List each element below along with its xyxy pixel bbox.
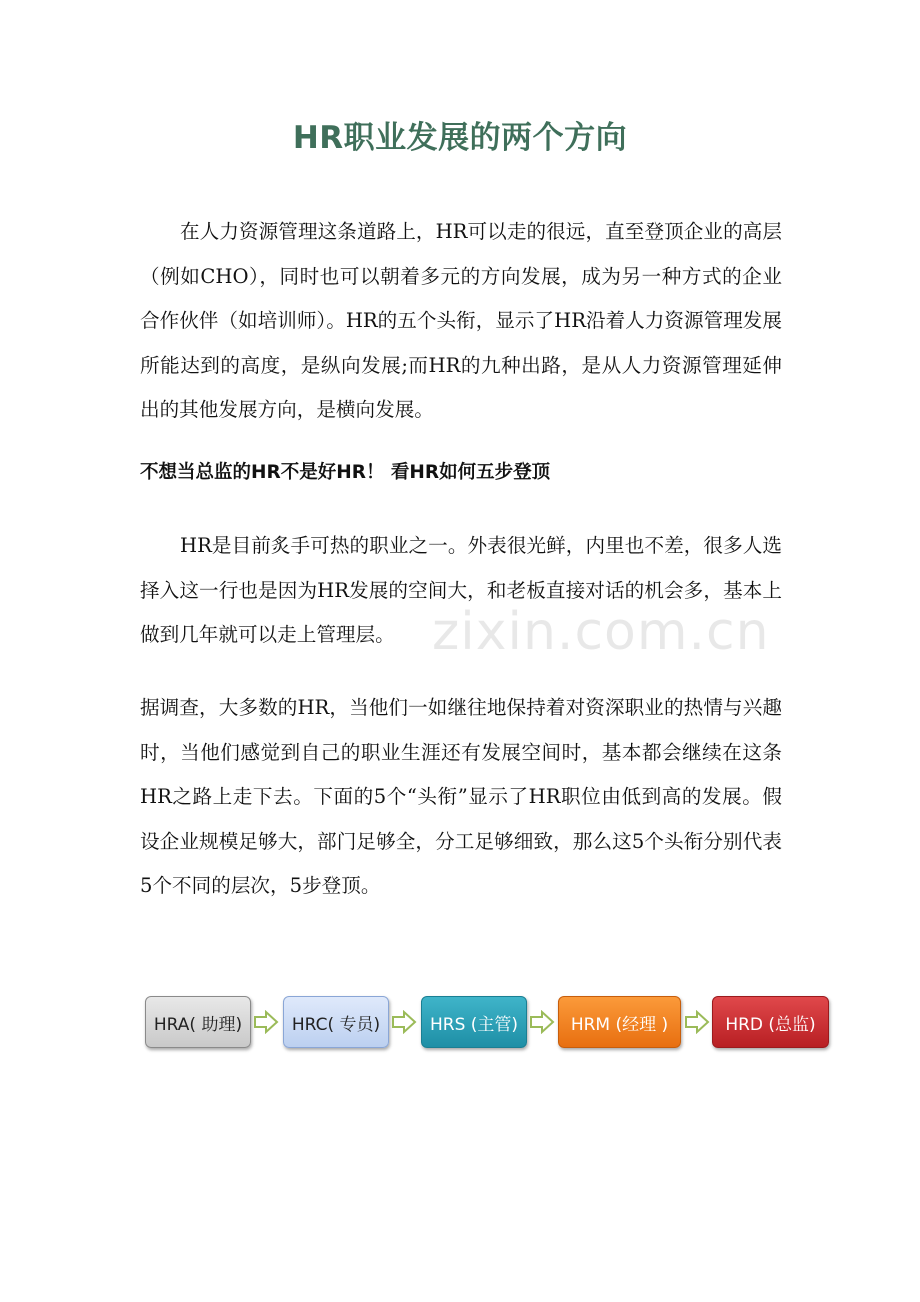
right-arrow-icon [529,1010,555,1034]
step-hrm-box: HRM (经理 ) [558,996,681,1048]
right-arrow-icon [253,1010,279,1034]
step-hrs-box: HRS (主管) [421,996,527,1048]
step-hra-box: HRA( 助理) [145,996,251,1048]
step-hrc-box: HRC( 专员) [283,996,389,1048]
intro-paragraph: 在人力资源管理这条道路上，HR可以走的很远，直至登顶企业的高层（例如CHO），同时也可以朝着多元的方向发展，成为另一种方式的企业合作伙伴（如培训师）。HR的五个头衔，显示了HR沿着人力资源管理发展所能达到的高度，是纵向发展;而HR的九种出路，是从人力资源管理延伸出的其他发展方向，是横向发展。 [140,220,782,421]
section-heading: 不想当总监的HR不是好HR！ 看HR如何五步登顶 [140,462,551,483]
body-paragraph-2: HR是目前炙手可热的职业之一。外表很光鲜，内里也不差，很多人选择入这一行也是因为HR发展的空间大，和老板直接对话的机会多，基本上做到几年就可以走上管理层。 [140,534,782,646]
step-hrd-box: HRD (总监) [712,996,829,1048]
body-paragraph-3: 据调查，大多数的HR，当他们一如继往地保持着对资深职业的热情与兴趣时，当他们感觉到自己的职业生涯还有发展空间时，基本都会继续在这条HR之路上走下去。下面的5个“头衔”显示了HR职位由低到高的发展。假设企业规模足够大，部门足够全，分工足够细致，那么这5个头衔分别代表5个不同的层次，5步登顶。 [140,696,782,897]
watermark: zixin.com.cn [432,602,770,662]
right-arrow-icon [684,1010,710,1034]
document-title: HR职业发展的两个方向 [292,120,628,156]
career-steps-diagram [145,996,835,1052]
right-arrow-icon [391,1010,417,1034]
